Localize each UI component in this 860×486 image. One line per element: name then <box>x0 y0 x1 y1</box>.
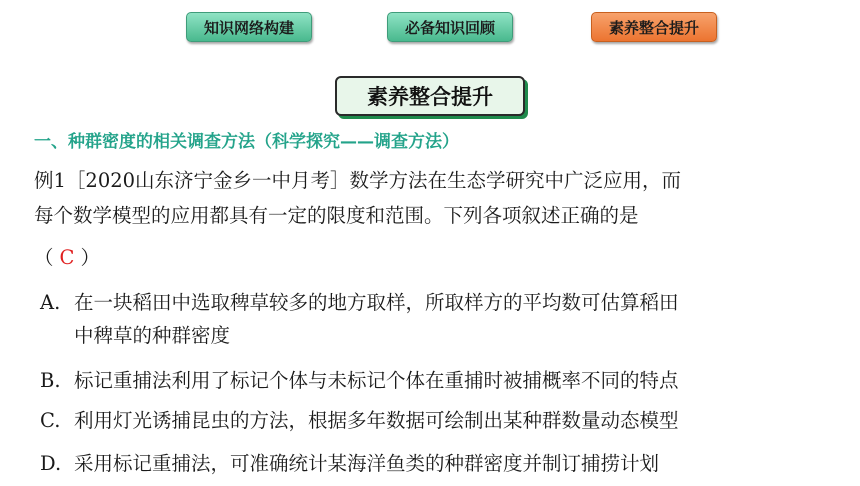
question-line-2: 每个数学模型的应用都具有一定的限度和范围。下列各项叙述正确的是 <box>34 204 639 227</box>
nav-button-knowledge-network[interactable] <box>186 12 312 42</box>
section-title: 素养整合提升 <box>335 76 525 116</box>
option-a <box>40 287 679 315</box>
option-c <box>40 405 679 433</box>
option-text: 标记重捕法利用了标记个体与未标记个体在重捕时被捕概率不同的特点 <box>74 369 679 392</box>
answer-value: C <box>59 246 75 269</box>
topic-heading: 一、种群密度的相关调查方法（科学探究——调查方法） <box>34 132 459 152</box>
option-letter: A. <box>40 291 61 314</box>
option-b <box>40 365 679 393</box>
answer-blank <box>34 242 100 270</box>
option-d <box>40 448 659 476</box>
option-a-continuation: 中稗草的种群密度 <box>74 324 231 347</box>
option-text: 采用标记重捕法，可准确统计某海洋鱼类的种群密度并制订捕捞计划 <box>74 452 660 475</box>
option-text: 利用灯光诱捕昆虫的方法，根据多年数据可绘制出某种群数量动态模型 <box>74 409 679 432</box>
nav-label: 知识网络构建 <box>203 18 294 37</box>
nav-label: 必备知识回顾 <box>404 18 495 37</box>
option-text: 在一块稻田中选取稗草较多的地方取样，所取样方的平均数可估算稻田 <box>74 291 679 314</box>
nav-button-knowledge-review[interactable] <box>387 12 513 42</box>
option-letter: D. <box>40 452 62 475</box>
option-letter: B. <box>40 369 61 392</box>
question-line-1: 例1［2020山东济宁金乡一中月考］数学方法在生态学研究中广泛应用，而 <box>34 169 682 192</box>
nav-button-literacy-improvement[interactable] <box>591 12 717 42</box>
nav-label: 素养整合提升 <box>608 18 699 37</box>
paren-close: ） <box>80 246 100 269</box>
paren-open: （ <box>34 246 54 269</box>
option-letter: C. <box>40 409 61 432</box>
